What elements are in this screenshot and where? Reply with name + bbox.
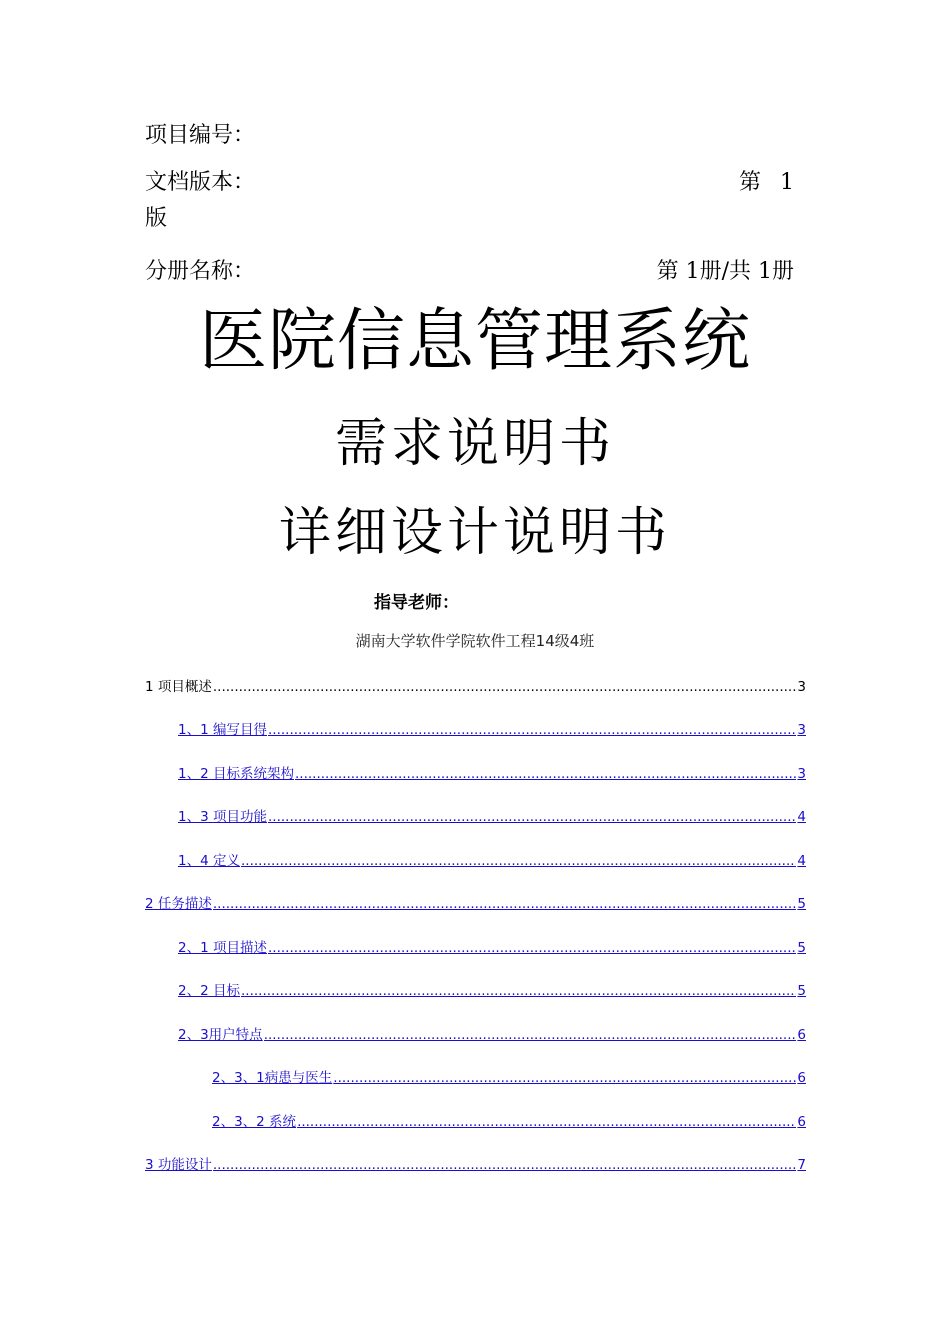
- subtitle-detailed-design: 详细设计说明书: [278, 503, 671, 563]
- toc-entry[interactable]: [145, 892, 806, 912]
- toc-entry-page: 4: [797, 853, 806, 869]
- toc-dot-leader: [241, 853, 796, 869]
- toc-dot-leader: [264, 1027, 797, 1043]
- subtitle-requirements: 需求说明书: [334, 414, 615, 474]
- toc-entry[interactable]: [178, 979, 806, 999]
- doc-version-value: 第 1: [739, 170, 800, 195]
- toc-dot-leader: [268, 809, 796, 825]
- toc-dot-leader: [295, 766, 796, 782]
- toc-entry-title: 1、3 项目功能: [178, 809, 267, 825]
- toc-entry-page: 5: [797, 896, 806, 912]
- toc-entry[interactable]: [178, 1023, 806, 1043]
- toc-entry[interactable]: [178, 936, 806, 956]
- toc-dot-leader: [213, 679, 797, 695]
- toc-entry: [145, 675, 806, 695]
- toc-entry[interactable]: [212, 1066, 806, 1086]
- project-number-label: 项目编号：: [145, 123, 256, 148]
- doc-version-label: 文档版本：: [145, 170, 256, 195]
- doc-version-tail-line: [145, 206, 800, 232]
- toc-dot-leader: [241, 983, 796, 999]
- toc-dot-leader: [333, 1070, 796, 1086]
- class-info: 湖南大学软件学院软件工程14级4班: [355, 632, 595, 650]
- volume-line: [145, 259, 800, 285]
- main-title: 医院信息管理系统: [198, 302, 751, 381]
- toc-entry-page: 6: [797, 1027, 806, 1043]
- project-number-line: [145, 123, 800, 149]
- toc-entry[interactable]: [178, 718, 806, 738]
- toc-entry-title: 2、3、2 系统: [212, 1114, 297, 1130]
- toc-dot-leader: [213, 1157, 797, 1173]
- toc-entry[interactable]: [212, 1110, 806, 1130]
- toc-entry-page: 5: [797, 940, 806, 956]
- toc-entry-title: 2、1 项目描述: [178, 940, 267, 956]
- toc-entry-title: 1、4 定义: [178, 853, 240, 869]
- toc-entry-page: 3: [797, 679, 806, 695]
- toc-entry[interactable]: [178, 805, 806, 825]
- toc-entry-page: 3: [797, 722, 806, 738]
- toc-entry-page: 6: [797, 1070, 806, 1086]
- toc-entry-title: 3 功能设计: [145, 1157, 212, 1173]
- toc-entry-title: 2 任务描述: [145, 896, 212, 912]
- toc-entry[interactable]: [145, 1153, 806, 1173]
- doc-version-tail: 版: [145, 206, 168, 231]
- toc-entry[interactable]: [178, 762, 806, 782]
- toc-dot-leader: [297, 1114, 796, 1130]
- toc-entry-title: 2、3、1病患与医生: [212, 1070, 333, 1086]
- toc-dot-leader: [268, 940, 796, 956]
- toc-entry-page: 4: [797, 809, 806, 825]
- volume-value: 第 1册/共 1册: [656, 259, 794, 284]
- toc-dot-leader: [213, 896, 797, 912]
- volume-label: 分册名称：: [145, 259, 256, 284]
- toc-entry-page: 6: [797, 1114, 806, 1130]
- advisor-label: 指导老师：: [374, 593, 459, 613]
- toc-entry-page: 7: [797, 1157, 806, 1173]
- toc-dot-leader: [268, 722, 796, 738]
- toc-entry-page: 3: [797, 766, 806, 782]
- toc-entry-title: 1 项目概述: [145, 679, 212, 695]
- toc-entry-title: 2、3用户特点: [178, 1027, 263, 1043]
- toc-entry-page: 5: [797, 983, 806, 999]
- toc-entry[interactable]: [178, 849, 806, 869]
- toc-entry-title: 2、2 目标: [178, 983, 240, 999]
- toc-entry-title: 1、1 编写目得: [178, 722, 267, 738]
- doc-version-line: [145, 170, 800, 196]
- toc-entry-title: 1、2 目标系统架构: [178, 766, 294, 782]
